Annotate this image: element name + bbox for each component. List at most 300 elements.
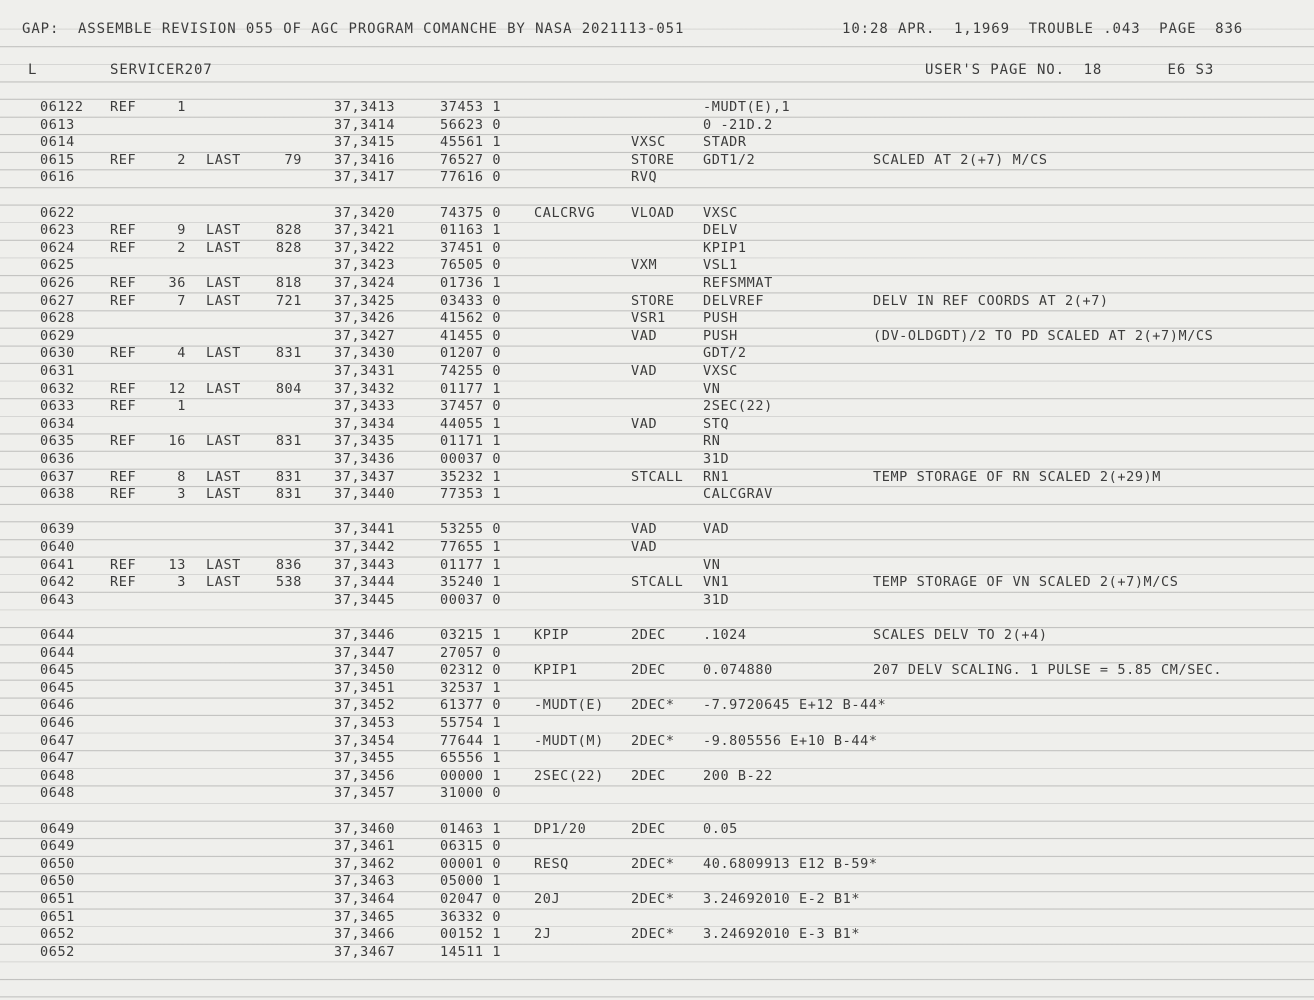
octal-word: 45561 1 xyxy=(440,134,502,151)
listing-row xyxy=(0,309,1314,327)
octal-word: 77655 1 xyxy=(440,539,502,555)
address: 37,3423 xyxy=(334,257,396,274)
listing-row xyxy=(0,767,1314,785)
operand: CALCGRAV xyxy=(703,486,773,503)
label: KPIP1 xyxy=(534,662,578,679)
opcode: 2DEC* xyxy=(631,697,675,714)
octal-word: 01163 1 xyxy=(440,222,502,239)
octal-word: 37457 0 xyxy=(440,398,502,415)
address: 37,3414 xyxy=(334,116,396,133)
octal-word: 06315 0 xyxy=(440,838,502,855)
address: 37,3420 xyxy=(334,204,396,221)
address: 37,3452 xyxy=(334,697,396,714)
sequence-number: 0616 xyxy=(40,169,75,186)
sequence-number: 0635 xyxy=(40,433,75,450)
comment: 207 DELV SCALING. 1 PULSE = 5.85 CM/SEC. xyxy=(873,662,1223,679)
opcode: 2DEC xyxy=(631,767,666,784)
last-keyword: LAST xyxy=(206,380,241,397)
sequence-number: 0613 xyxy=(40,116,75,133)
label: 2SEC(22) xyxy=(534,767,604,784)
operand: VN xyxy=(703,380,721,397)
ref-keyword: REF xyxy=(110,556,137,573)
address: 37,3427 xyxy=(334,327,396,344)
sequence-number: 0652 xyxy=(40,926,75,943)
address: 37,3465 xyxy=(334,908,396,925)
listing-row xyxy=(0,362,1314,380)
address: 37,3464 xyxy=(334,891,396,907)
ref-keyword: REF xyxy=(110,275,137,291)
opcode: VAD xyxy=(631,327,658,344)
header-line-1 xyxy=(0,20,1314,38)
last-page: 831 xyxy=(275,433,302,450)
listing-row xyxy=(0,644,1314,662)
operand: DELVREF xyxy=(703,292,765,309)
comment: SCALED AT 2(+7) M/CS xyxy=(873,151,1048,168)
listing-row xyxy=(0,679,1314,697)
octal-word: 00000 1 xyxy=(440,767,502,784)
listing-row xyxy=(0,344,1314,362)
last-page: 804 xyxy=(275,380,302,397)
ref-keyword: REF xyxy=(110,380,137,397)
operand: .1024 xyxy=(703,627,747,643)
operand: 0.05 xyxy=(703,820,738,837)
sequence-number: 0647 xyxy=(40,732,75,749)
listing-row xyxy=(0,380,1314,398)
ref-count: 13 xyxy=(168,556,186,573)
listing-row xyxy=(0,556,1314,574)
address: 37,3447 xyxy=(334,644,396,661)
label: KPIP xyxy=(534,627,569,643)
ref-count: 8 xyxy=(177,468,186,485)
sequence-number: 0614 xyxy=(40,134,75,151)
listing-row xyxy=(0,98,1314,116)
sequence-number: 0634 xyxy=(40,415,75,432)
octal-word: 41455 0 xyxy=(440,327,502,344)
opcode: VAD xyxy=(631,415,658,432)
sequence-number: 0628 xyxy=(40,310,75,327)
sequence-number: 0638 xyxy=(40,486,75,503)
ref-keyword: REF xyxy=(110,99,137,115)
listing-row xyxy=(0,732,1314,750)
opcode: VAD xyxy=(631,363,658,379)
sequence-number: 0625 xyxy=(40,257,75,274)
ref-count: 36 xyxy=(168,275,186,291)
operand: RN1 xyxy=(703,468,730,485)
sequence-number: 0646 xyxy=(40,715,75,731)
last-page: 828 xyxy=(275,239,302,256)
octal-word: 00037 0 xyxy=(440,451,502,467)
octal-word: 01207 0 xyxy=(440,345,502,362)
listing-row xyxy=(0,133,1314,151)
ref-keyword: REF xyxy=(110,239,137,256)
listing-row xyxy=(0,168,1314,186)
operand: GDT/2 xyxy=(703,345,747,362)
address: 37,3466 xyxy=(334,926,396,943)
address: 37,3463 xyxy=(334,873,396,890)
listing-row xyxy=(0,696,1314,714)
address: 37,3415 xyxy=(334,134,396,151)
ref-count: 4 xyxy=(177,345,186,362)
address: 37,3442 xyxy=(334,539,396,555)
octal-word: 31000 0 xyxy=(440,785,502,802)
listing-row xyxy=(0,256,1314,274)
operand: VXSC xyxy=(703,204,738,221)
sequence-number: 0639 xyxy=(40,521,75,538)
octal-word: 02312 0 xyxy=(440,662,502,679)
octal-word: 76505 0 xyxy=(440,257,502,274)
address: 37,3461 xyxy=(334,838,396,855)
label: CALCRVG xyxy=(534,204,596,221)
last-keyword: LAST xyxy=(206,574,241,591)
label: -MUDT(E) xyxy=(534,697,604,714)
ref-count: 2 xyxy=(177,151,186,168)
operand: 0 -21D.2 xyxy=(703,116,773,133)
listing-row xyxy=(0,485,1314,503)
listing-row xyxy=(0,608,1314,626)
comment: (DV-OLDGDT)/2 TO PD SCALED AT 2(+7)M/CS xyxy=(873,327,1214,344)
address: 37,3444 xyxy=(334,574,396,591)
operand: 3.24692010 E-2 B1* xyxy=(703,891,861,907)
address: 37,3451 xyxy=(334,679,396,696)
listing-row xyxy=(0,520,1314,538)
label: 20J xyxy=(534,891,561,907)
operand: 2SEC(22) xyxy=(703,398,773,415)
sequence-number: 0641 xyxy=(40,556,75,573)
octal-word: 35232 1 xyxy=(440,468,502,485)
operand: VN1 xyxy=(703,574,730,591)
last-page: 79 xyxy=(284,151,302,168)
address: 37,3430 xyxy=(334,345,396,362)
listing-row xyxy=(0,186,1314,204)
address: 37,3443 xyxy=(334,556,396,573)
octal-word: 05000 1 xyxy=(440,873,502,890)
octal-word: 36332 0 xyxy=(440,908,502,925)
octal-word: 00152 1 xyxy=(440,926,502,943)
operand: VSL1 xyxy=(703,257,738,274)
ref-count: 16 xyxy=(168,433,186,450)
listing-row xyxy=(0,151,1314,169)
opcode: 2DEC* xyxy=(631,926,675,943)
ref-count: 1 xyxy=(177,99,186,115)
octal-word: 32537 1 xyxy=(440,679,502,696)
listing-row xyxy=(0,239,1314,257)
listing-row xyxy=(0,327,1314,345)
operand: GDT1/2 xyxy=(703,151,756,168)
last-keyword: LAST xyxy=(206,468,241,485)
ref-keyword: REF xyxy=(110,486,137,503)
octal-word: 01171 1 xyxy=(440,433,502,450)
octal-word: 03433 0 xyxy=(440,292,502,309)
opcode: VAD xyxy=(631,539,658,555)
octal-word: 27057 0 xyxy=(440,644,502,661)
octal-word: 77616 0 xyxy=(440,169,502,186)
sequence-number: 0644 xyxy=(40,627,75,643)
last-keyword: LAST xyxy=(206,151,241,168)
opcode: STCALL xyxy=(631,468,684,485)
ref-count: 3 xyxy=(177,486,186,503)
listing-row xyxy=(0,415,1314,433)
last-keyword: LAST xyxy=(206,556,241,573)
sequence-number: 0632 xyxy=(40,380,75,397)
octal-word: 74375 0 xyxy=(440,204,502,221)
opcode: STORE xyxy=(631,292,675,309)
address: 37,3425 xyxy=(334,292,396,309)
sequence-number: 0623 xyxy=(40,222,75,239)
octal-word: 14511 1 xyxy=(440,943,502,960)
address: 37,3454 xyxy=(334,732,396,749)
last-page: 818 xyxy=(275,275,302,291)
address: 37,3453 xyxy=(334,715,396,731)
label: RESQ xyxy=(534,855,569,872)
last-keyword: LAST xyxy=(206,433,241,450)
address: 37,3431 xyxy=(334,363,396,379)
octal-word: 35240 1 xyxy=(440,574,502,591)
sequence-number: 0615 xyxy=(40,151,75,168)
listing-row xyxy=(0,626,1314,644)
opcode: 2DEC* xyxy=(631,891,675,907)
sequence-number: 0651 xyxy=(40,908,75,925)
opcode: VLOAD xyxy=(631,204,675,221)
last-page: 831 xyxy=(275,486,302,503)
sequence-number: 0626 xyxy=(40,275,75,291)
sequence-number: 0627 xyxy=(40,292,75,309)
listing-row xyxy=(0,450,1314,468)
sequence-number: 0643 xyxy=(40,591,75,608)
sequence-number: 0648 xyxy=(40,767,75,784)
comment: SCALES DELV TO 2(+4) xyxy=(873,627,1048,643)
listing-row xyxy=(0,503,1314,521)
ref-count: 7 xyxy=(177,292,186,309)
address: 37,3450 xyxy=(334,662,396,679)
listing-row xyxy=(0,116,1314,134)
sequence-number: 0649 xyxy=(40,838,75,855)
header-title: GAP: ASSEMBLE REVISION 055 OF AGC PROGRAM COMANCHE BY NASA 2021113-051 xyxy=(22,21,685,37)
octal-word: 03215 1 xyxy=(440,627,502,643)
operand: DELV xyxy=(703,222,738,239)
sequence-number: 0622 xyxy=(40,204,75,221)
last-page: 721 xyxy=(275,292,302,309)
operand: PUSH xyxy=(703,310,738,327)
operand: VXSC xyxy=(703,363,738,379)
sequence-number: 0646 xyxy=(40,697,75,714)
ref-keyword: REF xyxy=(110,574,137,591)
last-page: 836 xyxy=(275,556,302,573)
octal-word: 41562 0 xyxy=(440,310,502,327)
opcode: STORE xyxy=(631,151,675,168)
address: 37,3460 xyxy=(334,820,396,837)
address: 37,3424 xyxy=(334,275,396,291)
address: 37,3437 xyxy=(334,468,396,485)
ref-keyword: REF xyxy=(110,222,137,239)
operand: KPIP1 xyxy=(703,239,747,256)
listing-row xyxy=(0,221,1314,239)
listing-row xyxy=(0,432,1314,450)
operand: 3.24692010 E-3 B1* xyxy=(703,926,861,943)
sequence-number: 0637 xyxy=(40,468,75,485)
octal-word: 61377 0 xyxy=(440,697,502,714)
listing-row xyxy=(0,943,1314,961)
sequence-number: 0650 xyxy=(40,873,75,890)
address: 37,3441 xyxy=(334,521,396,538)
last-keyword: LAST xyxy=(206,239,241,256)
address: 37,3456 xyxy=(334,767,396,784)
last-keyword: LAST xyxy=(206,345,241,362)
operand: 40.6809913 E12 B-59* xyxy=(703,855,878,872)
comment: DELV IN REF COORDS AT 2(+7) xyxy=(873,292,1109,309)
opcode: 2DEC xyxy=(631,627,666,643)
sequence-number: 0650 xyxy=(40,855,75,872)
address: 37,3417 xyxy=(334,169,396,186)
operand: 200 B-22 xyxy=(703,767,773,784)
ref-count: 2 xyxy=(177,239,186,256)
sequence-number: 0647 xyxy=(40,750,75,767)
address: 37,3435 xyxy=(334,433,396,450)
octal-word: 00037 0 xyxy=(440,591,502,608)
opcode: 2DEC* xyxy=(631,855,675,872)
octal-word: 44055 1 xyxy=(440,415,502,432)
sequence-number: 0640 xyxy=(40,539,75,555)
octal-word: 01463 1 xyxy=(440,820,502,837)
listing-row xyxy=(0,204,1314,222)
comment: TEMP STORAGE OF RN SCALED 2(+29)M xyxy=(873,468,1162,485)
operand: -MUDT(E),1 xyxy=(703,99,791,115)
opcode: VSR1 xyxy=(631,310,666,327)
sequence-number: 0631 xyxy=(40,363,75,379)
ref-count: 9 xyxy=(177,222,186,239)
sequence-number: 0645 xyxy=(40,679,75,696)
address: 37,3416 xyxy=(334,151,396,168)
octal-word: 00001 0 xyxy=(440,855,502,872)
octal-word: 56623 0 xyxy=(440,116,502,133)
listing-row xyxy=(0,468,1314,486)
operand: -9.805556 E+10 B-44* xyxy=(703,732,878,749)
opcode: STCALL xyxy=(631,574,684,591)
header-user-page: USER'S PAGE NO. 18 E6 S3 xyxy=(925,62,1215,78)
listing-row xyxy=(0,820,1314,838)
octal-word: 01177 1 xyxy=(440,380,502,397)
ref-count: 12 xyxy=(168,380,186,397)
address: 37,3446 xyxy=(334,627,396,643)
address: 37,3457 xyxy=(334,785,396,802)
address: 37,3462 xyxy=(334,855,396,872)
sequence-number: 0630 xyxy=(40,345,75,362)
header-l-marker: L xyxy=(28,62,38,78)
listing-row xyxy=(0,908,1314,926)
last-keyword: LAST xyxy=(206,275,241,291)
address: 37,3422 xyxy=(334,239,396,256)
opcode: VAD xyxy=(631,521,658,538)
sequence-number: 0645 xyxy=(40,662,75,679)
operand: STQ xyxy=(703,415,730,432)
header-date-page: 10:28 APR. 1,1969 TROUBLE .043 PAGE 836 xyxy=(842,21,1244,37)
label: -MUDT(M) xyxy=(534,732,604,749)
operand: VN xyxy=(703,556,721,573)
operand: STADR xyxy=(703,134,747,151)
operand: PUSH xyxy=(703,327,738,344)
operand: 31D xyxy=(703,591,730,608)
last-page: 828 xyxy=(275,222,302,239)
listing-row xyxy=(0,784,1314,802)
address: 37,3445 xyxy=(334,591,396,608)
address: 37,3433 xyxy=(334,398,396,415)
sequence-number: 0649 xyxy=(40,820,75,837)
sequence-number: 0624 xyxy=(40,239,75,256)
address: 37,3455 xyxy=(334,750,396,767)
label: 2J xyxy=(534,926,552,943)
ref-keyword: REF xyxy=(110,398,137,415)
octal-word: 76527 0 xyxy=(440,151,502,168)
listing-row xyxy=(0,855,1314,873)
octal-word: 02047 0 xyxy=(440,891,502,907)
operand: 31D xyxy=(703,451,730,467)
address: 37,3436 xyxy=(334,451,396,467)
sequence-number: 0652 xyxy=(40,943,75,960)
listing-row xyxy=(0,274,1314,292)
address: 37,3421 xyxy=(334,222,396,239)
ref-count: 1 xyxy=(177,398,186,415)
ref-keyword: REF xyxy=(110,468,137,485)
address: 37,3440 xyxy=(334,486,396,503)
sequence-number: 0644 xyxy=(40,644,75,661)
opcode: VXSC xyxy=(631,134,666,151)
last-page: 831 xyxy=(275,468,302,485)
listing-row xyxy=(0,538,1314,556)
sequence-number: 0642 xyxy=(40,574,75,591)
comment: TEMP STORAGE OF VN SCALED 2(+7)M/CS xyxy=(873,574,1179,591)
sequence-number: 0651 xyxy=(40,891,75,907)
last-page: 538 xyxy=(275,574,302,591)
octal-word: 37451 0 xyxy=(440,239,502,256)
listing-row xyxy=(0,591,1314,609)
listing-row xyxy=(0,802,1314,820)
address: 37,3413 xyxy=(334,99,396,115)
sequence-number: 0633 xyxy=(40,398,75,415)
ref-count: 3 xyxy=(177,574,186,591)
opcode: 2DEC xyxy=(631,820,666,837)
sequence-number: 0629 xyxy=(40,327,75,344)
opcode: 2DEC xyxy=(631,662,666,679)
listing-row xyxy=(0,749,1314,767)
operand: -7.9720645 E+12 B-44* xyxy=(703,697,887,714)
last-keyword: LAST xyxy=(206,222,241,239)
listing-row xyxy=(0,397,1314,415)
listing-row xyxy=(0,925,1314,943)
octal-word: 01736 1 xyxy=(440,275,502,291)
listing-row xyxy=(0,890,1314,908)
last-keyword: LAST xyxy=(206,292,241,309)
operand: RN xyxy=(703,433,721,450)
label: DP1/20 xyxy=(534,820,587,837)
last-keyword: LAST xyxy=(206,486,241,503)
ref-keyword: REF xyxy=(110,345,137,362)
sequence-number: 06122 xyxy=(40,99,84,115)
listing-row xyxy=(0,872,1314,890)
header-line-2 xyxy=(0,61,1314,79)
address: 37,3432 xyxy=(334,380,396,397)
ref-keyword: REF xyxy=(110,151,137,168)
opcode: VXM xyxy=(631,257,658,274)
ref-keyword: REF xyxy=(110,292,137,309)
listing-row xyxy=(0,837,1314,855)
listing-row xyxy=(0,292,1314,310)
octal-word: 55754 1 xyxy=(440,715,502,731)
octal-word: 65556 1 xyxy=(440,750,502,767)
listing-row xyxy=(0,661,1314,679)
last-page: 831 xyxy=(275,345,302,362)
listing-row xyxy=(0,573,1314,591)
sequence-number: 0636 xyxy=(40,451,75,467)
address: 37,3467 xyxy=(334,943,396,960)
